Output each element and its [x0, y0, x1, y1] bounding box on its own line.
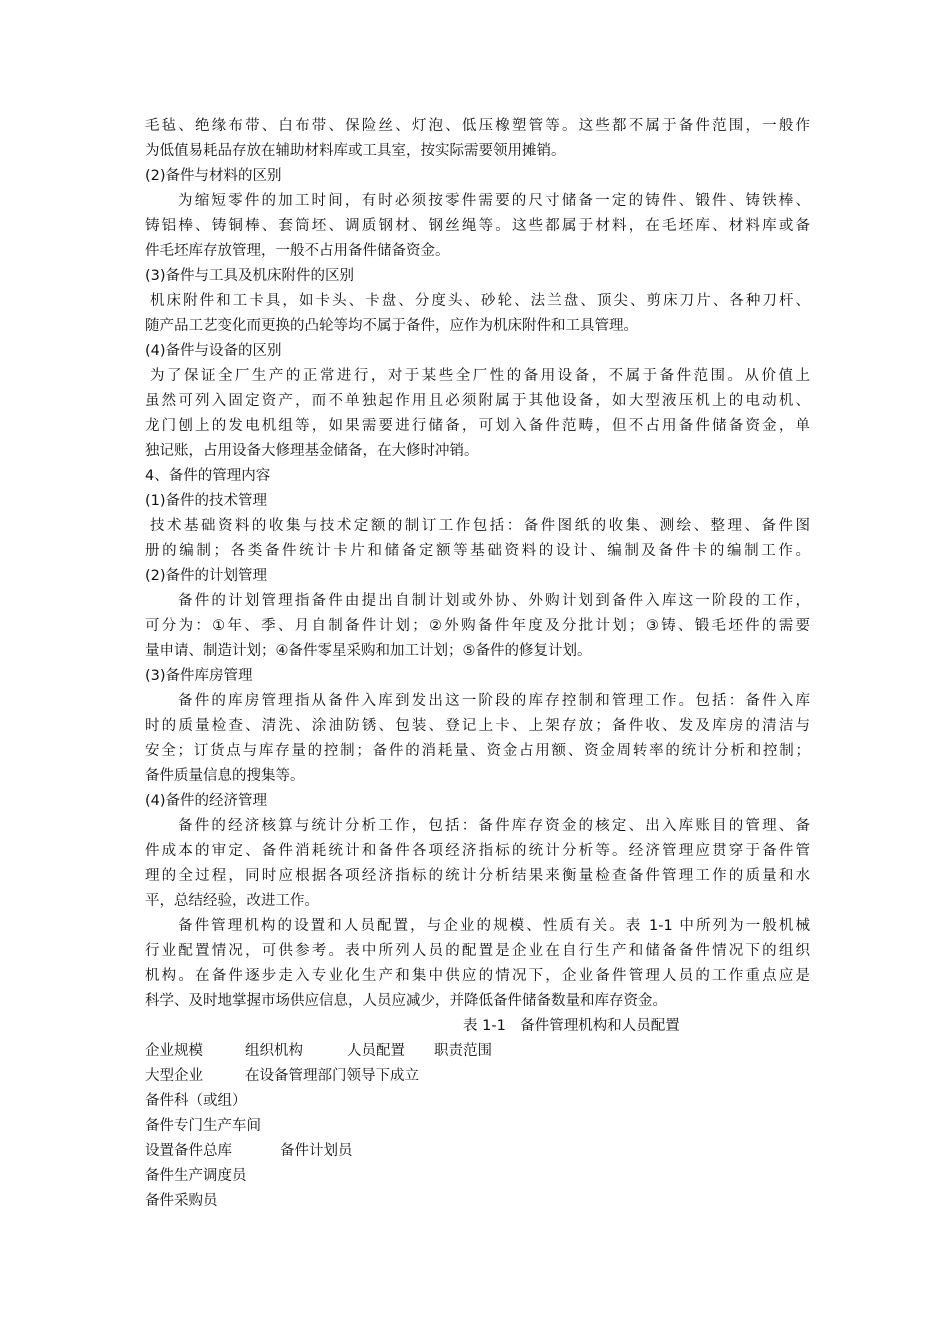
paragraph-line: 铸铝棒、铸铜棒、套筒坯、调质钢材、钢丝绳等。这些都属于材料，在毛坯库、材料库或备	[145, 218, 810, 234]
section-heading: (4)备件的经济管理	[145, 793, 268, 809]
table-header-cell: 企业规模	[145, 1043, 203, 1059]
section-heading: (3)备件库房管理	[145, 668, 253, 684]
paragraph-line: 理的全过程，同时应根据各项经济指标的统计分析结果来衡量检查备件管理工作的质量和水	[145, 868, 810, 884]
paragraph-line: 独记账，占用设备大修理基金储备，在大修时冲销。	[145, 443, 479, 459]
paragraph-line: 随产品工艺变化而更换的凸轮等均不属于备件，应作为机床附件和工具管理。	[145, 318, 638, 334]
table-cell: 备件采购员	[145, 1193, 218, 1209]
paragraph-line: 机床附件和工卡具，如卡头、卡盘、分度头、砂轮、法兰盘、顶尖、剪床刀片、各种刀杆、	[150, 293, 810, 309]
paragraph-line: 件毛坯库存放管理，一般不占用备件储备资金。	[145, 243, 450, 259]
table-row	[145, 1064, 810, 1089]
table-cell: 备件计划员	[280, 1143, 353, 1159]
table-cell: 备件科（或组）	[145, 1093, 247, 1109]
table-header-cell: 人员配置	[347, 1043, 405, 1059]
paragraph-line: 龙门刨上的发电机组等，如果需要进行储备，可划入备件范畴，但不占用备件储备资金，单	[145, 418, 810, 434]
table-row	[145, 1089, 810, 1114]
paragraph-line: 为缩短零件的加工时间，有时必须按零件需要的尺寸储备一定的铸件、锻件、铸铁棒、	[178, 193, 810, 209]
table-row	[145, 1114, 810, 1139]
section-heading: (2)备件与材料的区别	[145, 168, 282, 184]
paragraph-line: 行业配置情况，可供参考。表中所列人员的配置是企业在自行生产和储备备件情况下的组织	[145, 943, 810, 959]
table-row	[145, 1139, 810, 1164]
paragraph-line: 为了保证全厂生产的正常进行，对于某些全厂性的备用设备，不属于备件范围。从价值上	[150, 368, 810, 384]
table-row	[145, 1189, 810, 1214]
table-header-cell: 组织机构	[245, 1043, 303, 1059]
section-heading: (2)备件的计划管理	[145, 568, 268, 584]
paragraph-line: 备件管理机构的设置和人员配置，与企业的规模、性质有关。表 1-1 中所列为一般机械	[178, 918, 810, 934]
table-cell: 备件生产调度员	[145, 1168, 247, 1184]
paragraph-line: 备件的库房管理指从备件入库到发出这一阶段的库存控制和管理工作。包括：备件入库	[178, 693, 810, 709]
paragraph-line: 册的编制；各类备件统计卡片和储备定额等基础资料的设计、编制及备件卡的编制工作。	[145, 543, 810, 559]
table-cell: 备件专门生产车间	[145, 1118, 261, 1134]
document-body	[145, 114, 810, 1214]
paragraph-line: 毛毡、绝缘布带、白布带、保险丝、灯泡、低压橡塑管等。这些都不属于备件范围，一般作	[145, 118, 810, 134]
table-cell: 在设备管理部门领导下成立	[245, 1068, 419, 1084]
paragraph-line: 备件的经济核算与统计分析工作，包括：备件库存资金的核定、出入库账目的管理、备	[178, 818, 810, 834]
paragraph-line: 虽然可列入固定资产，而不单独起作用且必须附属于其他设备，如大型液压机上的电动机、	[145, 393, 810, 409]
paragraph-line: 备件的计划管理指备件由提出自制计划或外协、外购计划到备件入库这一阶段的工作，	[178, 593, 810, 609]
paragraph-line: 安全；订货点与库存量的控制；备件的消耗量、资金占用额、资金周转率的统计分析和控制；	[145, 743, 810, 759]
paragraph-line: 机构。在备件逐步走入专业化生产和集中供应的情况下，企业备件管理人员的工作重点应是	[145, 968, 810, 984]
table-header-cell: 职责范围	[434, 1043, 492, 1059]
table-cell: 设置备件总库	[145, 1143, 232, 1159]
paragraph-line: 技术基础资料的收集与技术定额的制订工作包括：备件图纸的收集、测绘、整理、备件图	[150, 518, 810, 534]
section-heading: (3)备件与工具及机床附件的区别	[145, 268, 355, 284]
paragraph-line: 可分为：①年、季、月自制备件计划；②外购备件年度及分批计划；③铸、锻毛坯件的需要	[145, 618, 810, 634]
paragraph-line: 件成本的审定、备件消耗统计和备件各项经济指标的统计分析等。经济管理应贯穿于备件管	[145, 843, 810, 859]
paragraph-line: 备件质量信息的搜集等。	[145, 768, 305, 784]
table-header-row	[145, 1039, 810, 1064]
paragraph-line: 时的质量检查、清洗、涂油防锈、包装、登记上卡、上架存放；备件收、发及库房的清洁与	[145, 718, 810, 734]
section-heading: 4、备件的管理内容	[145, 468, 271, 484]
table-cell: 大型企业	[145, 1068, 203, 1084]
paragraph-line: 科学、及时地掌握市场供应信息，人员应减少，并降低备件储备数量和库存资金。	[145, 993, 667, 1009]
table-row	[145, 1164, 810, 1189]
paragraph-line: 为低值易耗品存放在辅助材料库或工具室，按实际需要领用摊销。	[145, 143, 566, 159]
section-heading: (4)备件与设备的区别	[145, 343, 282, 359]
table-caption: 表 1-1 备件管理机构和人员配置	[463, 1018, 680, 1034]
section-heading: (1)备件的技术管理	[145, 493, 268, 509]
paragraph-line: 量申请、制造计划；④备件零星采购和加工计划；⑤备件的修复计划。	[145, 643, 592, 659]
paragraph-line: 平，总结经验，改进工作。	[145, 893, 319, 909]
